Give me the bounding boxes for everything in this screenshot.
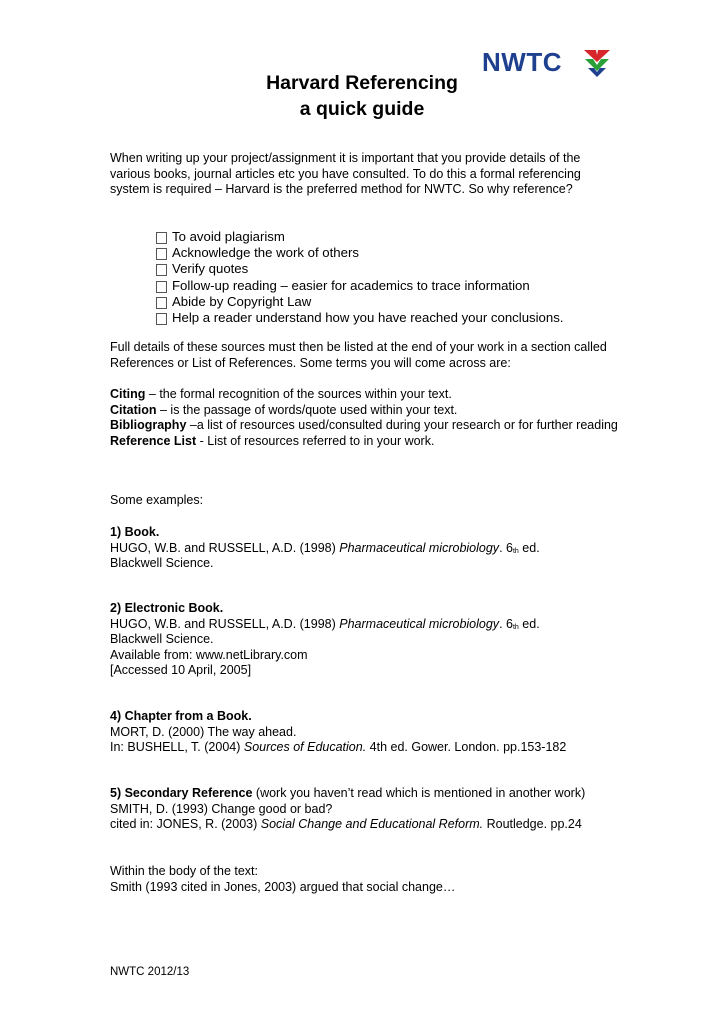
reference-line: MORT, D. (2000) The way ahead. <box>110 724 297 739</box>
title-line-1: Harvard Referencing <box>266 72 458 94</box>
checkbox-bullet-icon <box>156 264 167 276</box>
checkbox-bullet-icon <box>156 281 167 293</box>
term-citing: Citing – the formal recognition of the sources within your text. <box>110 387 452 401</box>
reference-line: cited in: JONES, R. (2003) Social Change and Educational Reform. Routledge. pp.24 <box>110 817 582 832</box>
example-electronic-book <box>110 601 622 679</box>
reasons-list <box>156 229 616 326</box>
term-reference-list: Reference List - List of resources referred to in your work. <box>110 433 435 448</box>
list-item: Verify quotes <box>156 261 616 277</box>
checkbox-bullet-icon <box>156 297 167 309</box>
list-item: To avoid plagiarism <box>156 229 616 245</box>
reference-line: In: BUSHELL, T. (2004) Sources of Education. 4th ed. Gower. London. pp.153-182 <box>110 740 567 755</box>
reference-publisher: Blackwell Science. <box>110 632 214 647</box>
reference-available: Available from: www.netLibrary.com <box>110 647 308 662</box>
example-heading: 5) Secondary Reference <box>110 786 253 800</box>
footer: NWTC 2012/13 <box>110 966 190 978</box>
logo-text: NWTC <box>482 47 562 77</box>
example-heading: 4) Chapter from a Book. <box>110 709 252 723</box>
intro-paragraph: When writing up your project/assignment it is important that you provide details of the various books, journal articles etc you have consulted. To do this a formal referencing system is required – Harvard is the preferred method for NWTC. So why reference? <box>110 151 581 197</box>
list-item: Abide by Copyright Law <box>156 294 616 310</box>
checkbox-bullet-icon <box>156 232 167 244</box>
reference-publisher: Blackwell Science. <box>110 556 214 571</box>
terms-list <box>110 387 622 449</box>
reference-accessed: [Accessed 10 April, 2005] <box>110 663 252 678</box>
reference-line: HUGO, W.B. and RUSSELL, A.D. (1998) Pharmaceutical microbiology. $6_{th}$ ed. <box>110 616 540 631</box>
reference-line: 5) Secondary Reference (work you haven’t read which is mentioned in another work) SMITH, D. (1993) Change good or bad? <box>110 786 586 816</box>
title-line-2: a quick guide <box>299 98 425 120</box>
list-item: Follow-up reading – easier for academics to trace information <box>156 278 616 294</box>
example-chapter <box>110 709 622 756</box>
list-item: Acknowledge the work of others <box>156 245 616 261</box>
term-bibliography: Bibliography –a list of resources used/consulted during your research or for further reading <box>110 418 618 433</box>
example-heading: 1) Book. <box>110 525 160 539</box>
page-title <box>0 70 724 122</box>
reference-line: HUGO, W.B. and RUSSELL, A.D. (1998) Pharmaceutical microbiology. $6_{th}$ ed. <box>110 540 540 555</box>
list-item: Help a reader understand how you have reached your conclusions. <box>156 310 616 326</box>
example-secondary-reference <box>110 786 622 833</box>
example-heading: 2) Electronic Book. <box>110 601 224 615</box>
checkbox-bullet-icon <box>156 248 167 260</box>
checkbox-bullet-icon <box>156 313 167 325</box>
full-details-paragraph: Full details of these sources must then be listed at the end of your work in a section called References or List of References. Some terms you will come across are: <box>110 340 607 370</box>
body-text-example: Within the body of the text: Smith (1993 cited in Jones, 2003) argued that social change… <box>110 864 456 894</box>
term-citation: Citation – is the passage of words/quote used within your text. <box>110 402 458 417</box>
examples-heading: Some examples: <box>110 493 204 507</box>
example-book <box>110 525 622 572</box>
